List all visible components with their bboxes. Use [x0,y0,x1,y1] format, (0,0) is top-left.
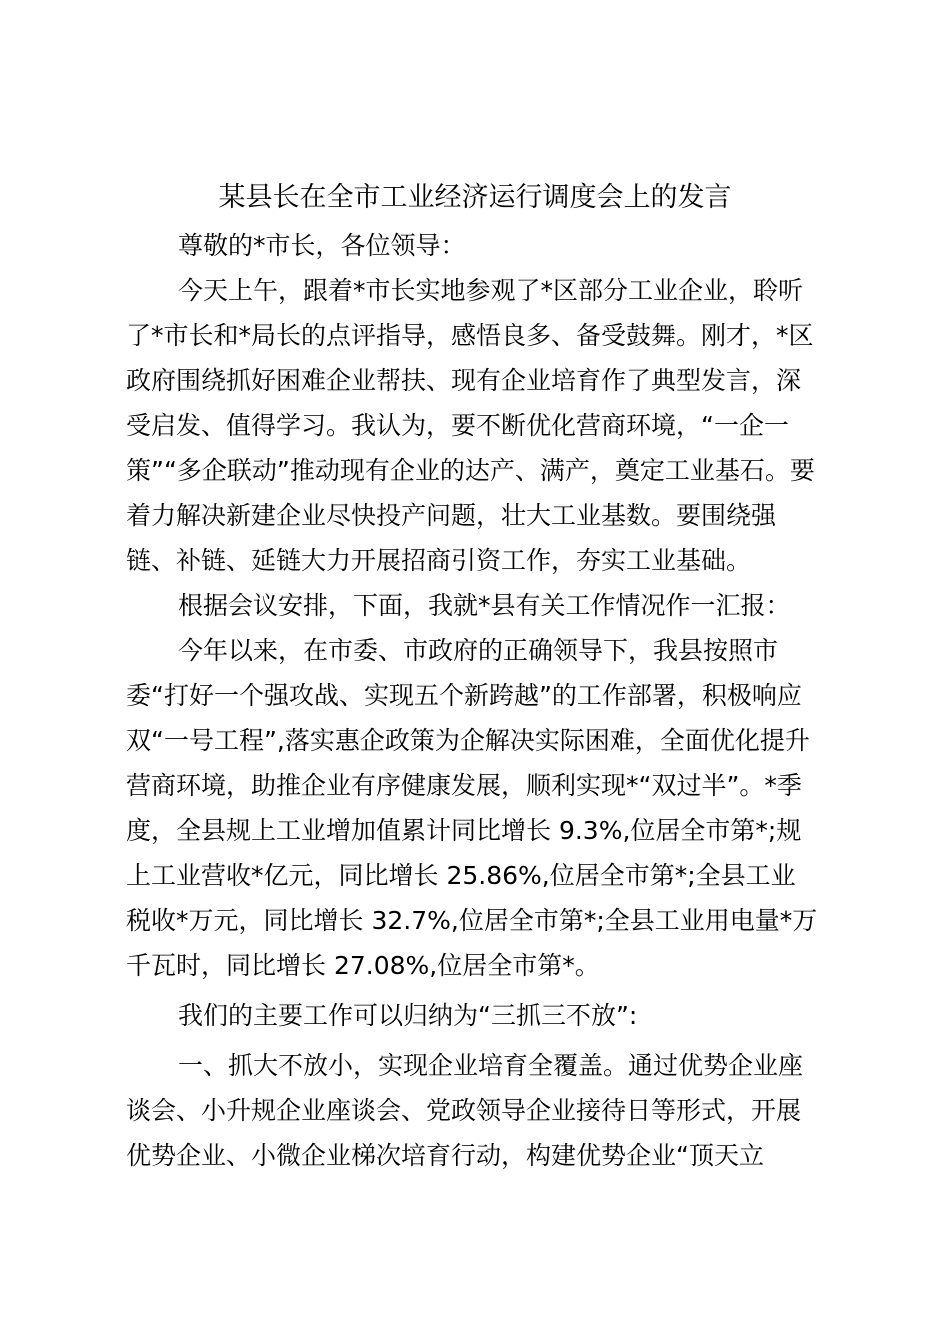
text-line: 委“打好一个强攻战、实现五个新跨越”的工作部署，积极响应 [126,681,802,710]
text-line: 策”“多企联动”推动现有企业的达产、满产，奠定工业基石。要 [126,456,815,485]
text-line: 度，全县规上工业增加值累计同比增长 9.3%,位居全市第*;规 [126,816,802,845]
text-line: 尊敬的*市长，各位领导： [178,231,466,260]
text-line: 营商环境，助推企业有序健康发展，顺利实现*“双过半”。*季 [126,771,802,800]
document-body [126,223,832,1178]
text-line: 税收*万元，同比增长 32.7%,位居全市第*;全县工业用电量*万 [126,906,818,935]
text-line: 链、补链、延链大力开展招商引资工作，夯实工业基础。 [126,546,752,575]
document-title: 某县长在全市工业经济运行调度会上的发言 [218,182,732,213]
text-line: 上工业营收*亿元，同比增长 25.86%,位居全市第*;全县工业 [126,861,796,890]
text-line: 优势企业、小微企业梯次培育行动，构建优势企业“顶天立 [126,1141,764,1170]
text-line: 政府围绕抓好困难企业帮扶、现有企业培育作了典型发言，深 [126,366,802,395]
text-line: 受启发、值得学习。我认为，要不断优化营商环境，“一企一 [126,411,789,440]
text-line: 今天上午，跟着*市长实地参观了*区部分工业企业，聆听 [178,276,804,305]
text-line: 根据会议安排，下面，我就*县有关工作情况作一汇报： [178,591,791,620]
text-line: 了*市长和*局长的点评指导，感悟良多、备受鼓舞。刚才，*区 [126,321,814,350]
text-line: 我们的主要工作可以归纳为“三抓三不放”: [178,1001,638,1030]
text-line: 今年以来，在市委、市政府的正确领导下，我县按照市 [178,636,779,665]
text-line: 双“一号工程”,落实惠企政策为企解决实际困难，全面优化提升 [126,726,810,755]
text-line: 一、抓大不放小，实现企业培育全覆盖。通过优势企业座 [178,1051,804,1080]
text-line: 着力解决新建企业尽快投产问题，壮大工业基数。要围绕强 [126,501,777,530]
text-line: 千瓦时，同比增长 27.08%,位居全市第*。 [126,951,600,980]
text-line: 谈会、小升规企业座谈会、党政领导企业接待日等形式，开展 [126,1096,802,1125]
